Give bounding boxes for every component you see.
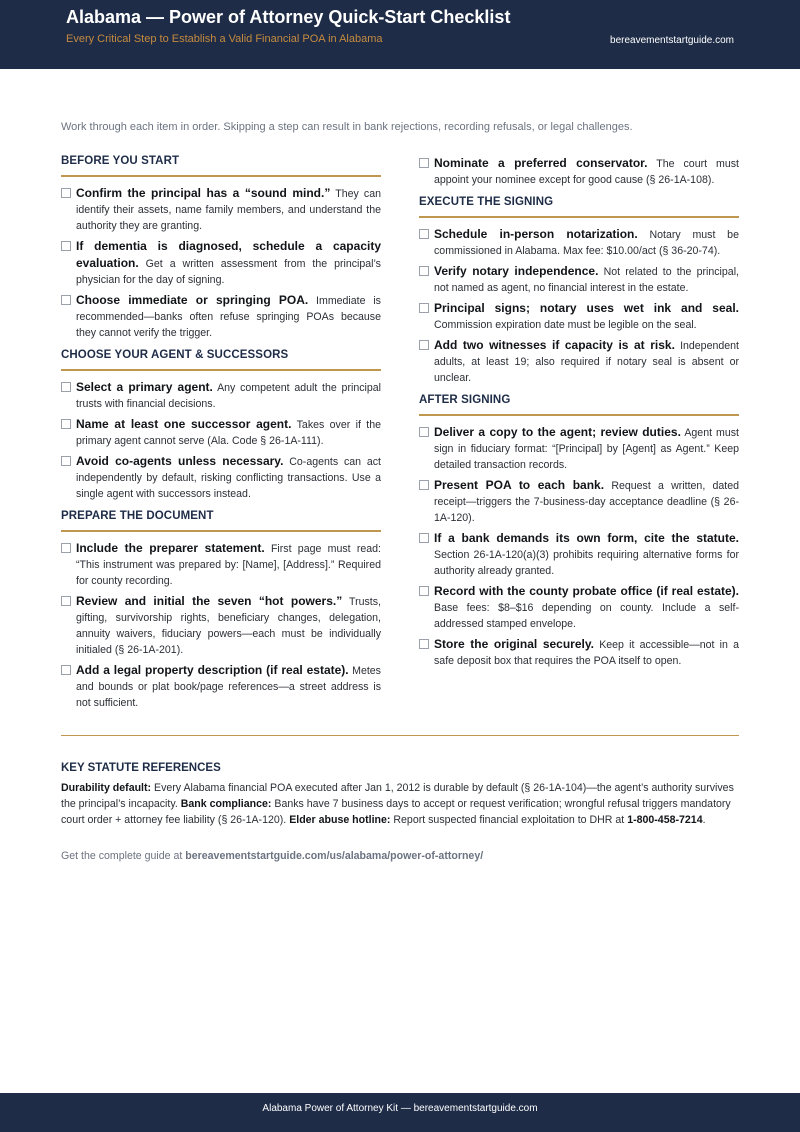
checkbox-icon[interactable] <box>419 158 429 168</box>
checklist-item <box>419 226 739 259</box>
checklist-item <box>419 477 739 526</box>
checkbox-icon[interactable] <box>61 382 71 392</box>
checkbox-icon[interactable] <box>61 241 71 251</box>
item-lead: Select a primary agent. <box>76 380 213 394</box>
period: . <box>702 814 706 826</box>
item-lead: Present POA to each bank. <box>434 478 605 492</box>
checkbox-icon[interactable] <box>61 295 71 305</box>
checkbox-icon[interactable] <box>419 427 429 437</box>
item-text: Metes and bounds or plat book/page references—a street address is not sufficient. <box>76 665 381 709</box>
checklist-item <box>61 662 381 711</box>
guide-prefix: Get the complete guide at <box>61 850 183 862</box>
checkbox-icon[interactable] <box>61 419 71 429</box>
item-text: Takes over if the primary agent cannot serve (Ala. Code § 26-1A-111). <box>76 419 381 447</box>
item-text: Agent must sign in fiduciary format: “[Principal] by [Agent] as Agent.” Keep detailed transaction records. <box>434 427 739 471</box>
footer-text: Alabama Power of Attorney Kit — bereavementstartguide.com <box>262 1103 538 1114</box>
checklist-item <box>419 337 739 386</box>
guide-line <box>61 850 483 862</box>
durability-text: Every Alabama financial POA executed after Jan 1, 2012 is durable by default (§ 26-1A-104)—the agent’s authority survives the principal’s incapacity. <box>61 782 734 810</box>
checklist-item <box>61 185 381 234</box>
item-lead: If a bank demands its own form, cite the statute. <box>434 531 739 545</box>
item-text: The court must appoint your nominee except for good cause (§ 26-1A-108). <box>434 158 739 186</box>
item-text: Request a written, dated receipt—triggers the 7-business-day acceptance deadline (§ 26-1A-120). <box>434 480 739 524</box>
item-lead: Avoid co-agents unless necessary. <box>76 454 284 468</box>
checklist-item <box>61 238 381 288</box>
checkbox-icon[interactable] <box>419 586 429 596</box>
references-text <box>61 780 739 828</box>
checklist-item <box>419 263 739 296</box>
checkbox-icon[interactable] <box>61 543 71 553</box>
item-lead: Confirm the principal has a “sound mind.” <box>76 186 331 200</box>
checklist-item <box>61 292 381 341</box>
checklist-item <box>419 530 739 579</box>
elder-label: Elder abuse hotline: <box>289 814 391 826</box>
item-lead: Deliver a copy to the agent; review duties. <box>434 425 681 439</box>
checklist-item <box>419 300 739 333</box>
durability-label: Durability default: <box>61 782 152 794</box>
checklist-item <box>61 416 381 449</box>
page-footer <box>0 1093 800 1132</box>
elder-text: Report suspected financial exploitation to DHR at <box>393 814 625 826</box>
checklist-item <box>61 453 381 502</box>
section-heading: BEFORE YOU START <box>61 155 381 177</box>
item-text: They can identify their assets, name family members, and understand the authority they are granting. <box>76 188 381 232</box>
item-text: Any competent adult the principal trusts with financial decisions. <box>76 382 382 410</box>
item-text: Independent adults, at least 19; also required if notary seal is absent or unclear. <box>434 340 739 384</box>
item-lead: Choose immediate or springing POA. <box>76 293 309 307</box>
item-text: Not related to the principal, not named as agent, no financial interest in the estate. <box>434 266 739 294</box>
checkbox-icon[interactable] <box>61 665 71 675</box>
bank-label: Bank compliance: <box>180 798 272 810</box>
item-lead: Add two witnesses if capacity is at risk. <box>434 338 675 352</box>
references-heading: KEY STATUTE REFERENCES <box>61 762 221 774</box>
checklist-item <box>419 155 739 188</box>
checkbox-icon[interactable] <box>61 188 71 198</box>
checklist-item <box>61 379 381 412</box>
checkbox-icon[interactable] <box>419 639 429 649</box>
checkbox-icon[interactable] <box>419 480 429 490</box>
item-text: Get a written assessment from the principal’s physician for the day of signing. <box>76 258 381 286</box>
checkbox-icon[interactable] <box>61 596 71 606</box>
section-heading: AFTER SIGNING <box>419 394 739 416</box>
checklist-item <box>419 583 739 632</box>
item-text: First page must read: “This instrument was prepared by: [Name], [Address].” Required for county recording. <box>76 543 382 587</box>
section-heading: PREPARE THE DOCUMENT <box>61 510 381 532</box>
item-text: Notary must be commissioned in Alabama. Max fee: $10.00/act (§ 36-20-74). <box>434 229 739 257</box>
checklist-item <box>61 540 381 589</box>
item-lead: Include the preparer statement. <box>76 541 265 555</box>
hotline-number: 1-800-458-7214 <box>627 814 703 826</box>
item-text: Co-agents can act independently by default, risking conflicting transactions. Use a single agent with successors instead. <box>76 456 381 500</box>
checkbox-icon[interactable] <box>419 533 429 543</box>
item-lead: Nominate a preferred conservator. <box>434 156 648 170</box>
section-heading: EXECUTE THE SIGNING <box>419 196 739 218</box>
item-text: Keep it accessible—not in a safe deposit box that requires the POA itself to open. <box>434 639 739 667</box>
checkbox-icon[interactable] <box>419 340 429 350</box>
item-text: Trusts, gifting, survivorship rights, beneficiary changes, delegation, annuity waivers, fiduciary powers—each must be individually initialed (§ 26-1A-201). <box>76 596 381 656</box>
item-lead: Add a legal property description (if real estate). <box>76 663 349 677</box>
item-text: Section 26-1A-120(a)(3) prohibits requiring alternative forms for authority already granted. <box>434 549 739 577</box>
item-lead: Name at least one successor agent. <box>76 417 292 431</box>
checklist-item <box>61 593 381 658</box>
section-divider <box>61 735 739 736</box>
checkbox-icon[interactable] <box>419 266 429 276</box>
checklist-item <box>419 636 739 669</box>
bank-text: Banks have 7 business days to accept or request verification; wrongful refusal triggers mandatory court order + attorney fee liability (§ 26-1A-120). <box>61 798 731 826</box>
item-lead: Schedule in-person notarization. <box>434 227 638 241</box>
header-site: bereavementstartguide.com <box>610 35 734 46</box>
item-text: Base fees: $8–$16 depending on county. Include a self-addressed stamped envelope. <box>434 602 739 630</box>
item-lead: Store the original securely. <box>434 637 594 651</box>
item-text: Immediate is recommended—banks often refuse springing POAs because they cannot verify the trigger. <box>76 295 381 339</box>
page-title: Alabama — Power of Attorney Quick-Start Checklist <box>66 7 511 27</box>
checklist-item <box>419 424 739 473</box>
guide-link[interactable]: bereavementstartguide.com/us/alabama/power-of-attorney/ <box>185 850 484 862</box>
item-lead: Principal signs; notary uses wet ink and seal. <box>434 301 739 315</box>
item-text: Commission expiration date must be legible on the seal. <box>434 319 697 331</box>
item-lead: If dementia is diagnosed, schedule a capacity evaluation. <box>76 239 381 270</box>
item-lead: Record with the county probate office (if real estate). <box>434 584 739 598</box>
item-lead: Verify notary independence. <box>434 264 599 278</box>
page-subtitle: Every Critical Step to Establish a Valid Financial POA in Alabama <box>66 33 383 45</box>
checkbox-icon[interactable] <box>419 303 429 313</box>
checkbox-icon[interactable] <box>419 229 429 239</box>
item-lead: Review and initial the seven “hot powers.” <box>76 594 343 608</box>
section-heading: CHOOSE YOUR AGENT & SUCCESSORS <box>61 349 381 371</box>
checklist-columns <box>61 155 739 715</box>
page-header <box>0 0 800 69</box>
intro-text: Work through each item in order. Skipping a step can result in bank rejections, recording refusals, or legal challenges. <box>61 121 633 133</box>
checkbox-icon[interactable] <box>61 456 71 466</box>
